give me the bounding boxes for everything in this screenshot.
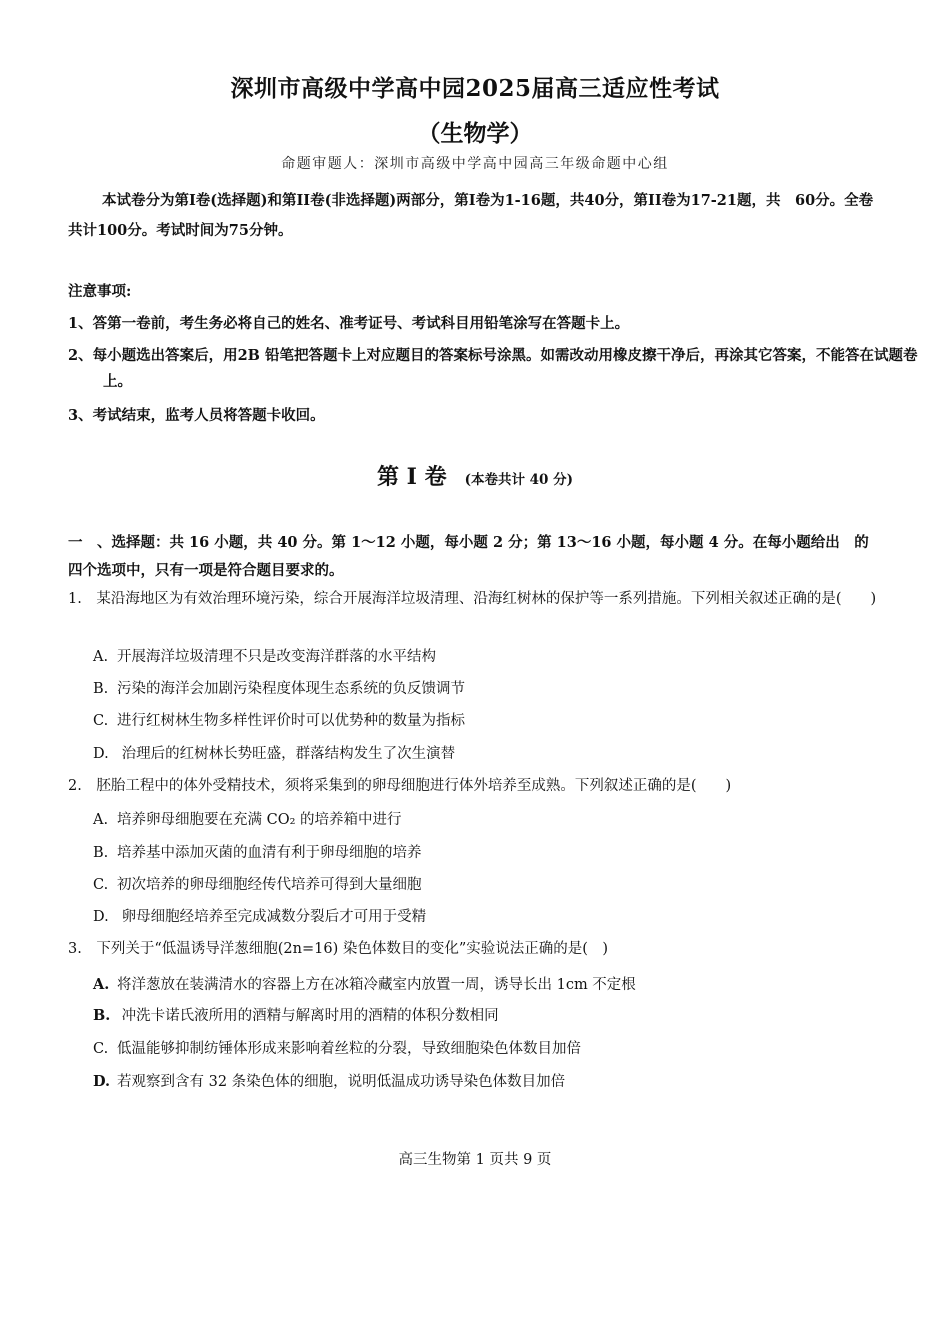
part-header: 一 、选择题：共 16 小题，共 40 分。第 1～12 小题，每小题 2 分；第 13～16 小题，每小题 4 分。在每小题给出 的四个选项中，只有一项是符合题目要求的。 [68,534,869,579]
question-option [93,647,883,667]
question-option [93,810,883,830]
option-text: 进行红树林生物多样性评价时可以优势种的数量为指标 [117,713,465,729]
page-footer: 高三生物第 1 页共 9 页 [398,1152,552,1168]
option-text: 培养基中添加灭菌的血清有利于卵母细胞的培养 [117,845,422,861]
option-label: C. [93,713,109,729]
option-label: C. [93,1041,109,1057]
question-option [93,875,883,895]
option-text: 初次培养的卵母细胞经传代培养可得到大量细胞 [117,877,422,893]
exam-subject: （生物学） [417,120,533,147]
option-label: A. [93,976,110,993]
question-option [93,907,883,927]
option-label: B. [93,1007,111,1024]
question-option [93,744,883,764]
option-label: D. [93,746,109,762]
option-label: C. [93,877,109,893]
question-option [93,1039,883,1059]
exam-intro: 本试卷分为第I卷(选择题)和第II卷(非选择题)两部分，第I卷为1-16题，共40分，第II卷为17-21题，共 60分。全卷共计100分。考试时间为75分钟。 [68,192,874,239]
option-text: 将洋葱放在装满清水的容器上方在冰箱冷藏室内放置一周，诱导长出 1cm 不定根 [117,977,636,993]
question-option [93,975,883,995]
option-label: B. [93,845,109,861]
option-text: 开展海洋垃圾清理不只是改变海洋群落的水平结构 [117,649,436,665]
option-text: 培养卵母细胞要在充满 CO₂ 的培养箱中进行 [117,812,402,828]
question-option [93,711,883,731]
option-label: D. [93,909,109,925]
question-option [93,843,883,863]
question-option [93,1006,883,1026]
option-text: 若观察到含有 32 条染色体的细胞，说明低温成功诱导染色体数目加倍 [117,1074,566,1090]
question-stem: 1. 某沿海地区为有效治理环境污染，综合开展海洋垃圾清理、沿海红树林的保护等一系列措施。下列相关叙述正确的是( ) [68,591,877,607]
option-label: A. [93,812,109,828]
exam-author: 命题审题人：深圳市高级中学高中园高三年级命题中心组 [281,156,669,172]
section-score-note: (本卷共计 40 分) [464,472,574,488]
section-title [0,460,950,491]
notice-item: 3、考试结束，监考人员将答题卡收回。 [68,407,325,424]
question-option [93,1072,883,1092]
section-title-text: 第 I 卷 [376,464,447,490]
notice-title: 注意事项: [68,283,132,300]
exam-title: 深圳市高级中学高中园2025届高三适应性考试 [230,75,720,102]
question-option [93,679,883,699]
question-stem: 2. 胚胎工程中的体外受精技术，须将采集到的卵母细胞进行体外培养至成熟。下列叙述正确的是( ) [68,778,732,794]
option-label: B. [93,681,109,697]
question-stem: 3. 下列关于“低温诱导洋葱细胞(2n=16) 染色体数目的变化”实验说法正确的是( ) [68,941,609,957]
option-label: A. [93,649,109,665]
option-text: 污染的海洋会加剧污染程度体现生态系统的负反馈调节 [117,681,465,697]
notice-item: 1、答第一卷前，考生务必将自己的姓名、准考证号、考试科目用铅笔涂写在答题卡上。 [68,315,630,332]
option-text: 低温能够抑制纺锤体形成来影响着丝粒的分裂，导致细胞染色体数目加倍 [117,1041,581,1057]
option-text: 冲洗卡诺氏液所用的酒精与解离时用的酒精的体积分数相同 [117,1008,499,1024]
notice-item: 2、每小题选出答案后，用2B 铅笔把答题卡上对应题目的答案标号涂黑。如需改动用橡皮擦干净后，再涂其它答案，不能答在试题卷上。 [68,347,918,390]
option-label: D. [93,1073,111,1090]
option-text: 卵母细胞经培养至完成减数分裂后才可用于受精 [117,909,427,925]
option-text: 治理后的红树林长势旺盛，群落结构发生了次生演替 [117,746,456,762]
